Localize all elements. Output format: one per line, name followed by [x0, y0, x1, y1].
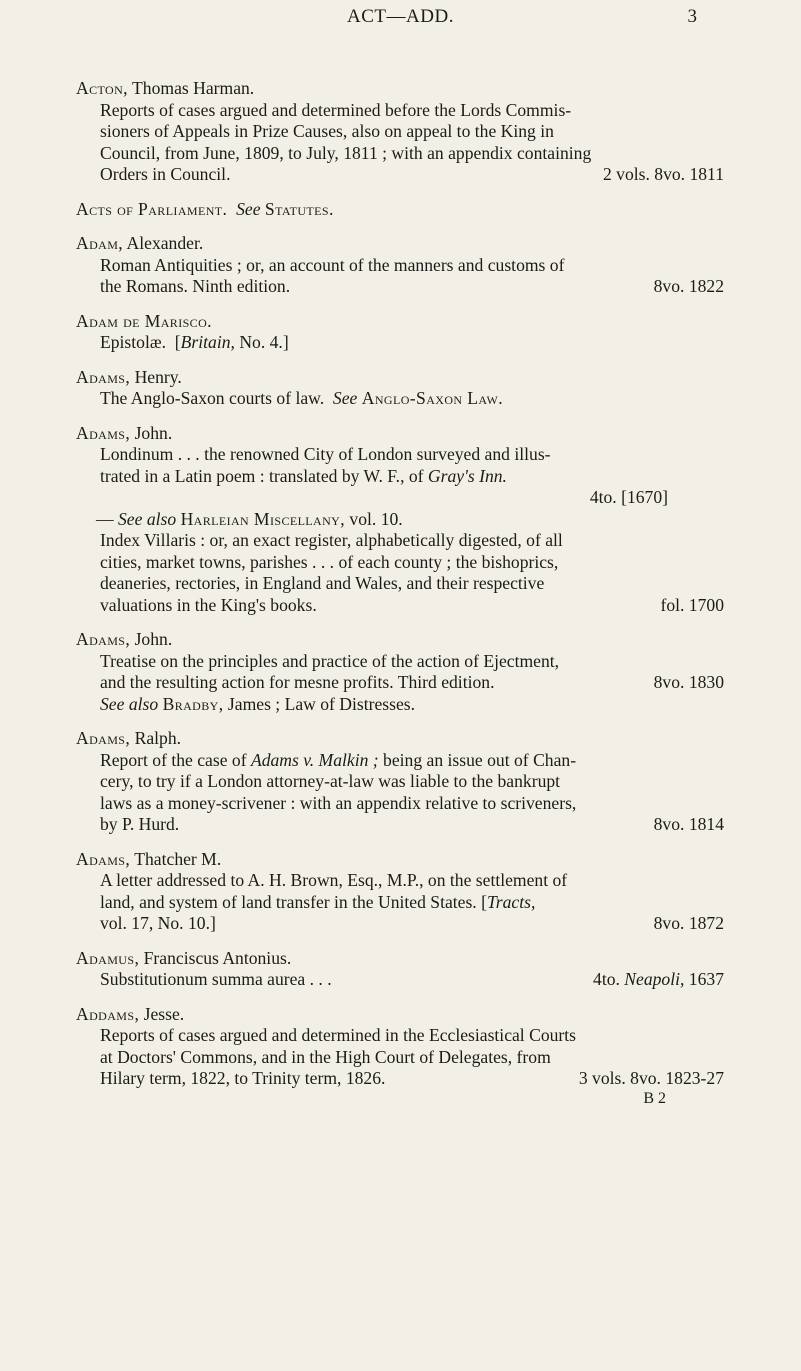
imprint: 8vo. 1822 — [653, 276, 724, 296]
text-line: Council, from June, 1809, to July, 1811 ; with an appendix containing — [100, 142, 592, 163]
text-line: cery, to try if a London attorney-at-law was liable to the bankrupt — [100, 771, 561, 791]
entry-description — [76, 100, 724, 186]
running-head: ACT—ADD. — [347, 6, 454, 27]
entry-description — [76, 444, 724, 616]
entry-heading: Addams, Jesse. — [76, 1003, 185, 1024]
entry-heading: Adams, Ralph. — [76, 728, 182, 748]
page-number: 3 — [687, 6, 697, 27]
entry-adams-ralph — [76, 728, 724, 836]
text-line: and the resulting action for mesne profits. Third edition. 8vo. 1830 — [100, 672, 724, 692]
entry-adam-alexander — [76, 233, 724, 298]
text-line: A letter addressed to A. H. Brown, Esq., M.P., on the settlement of — [100, 870, 568, 890]
entry-heading: Adams, Henry. — [76, 366, 182, 387]
imprint: 8vo. 1872 — [653, 913, 724, 933]
text-line: Substitutionum summa aurea . . . 4to. Neapoli, 1637 — [100, 969, 724, 989]
entry-adams-john-2 — [76, 629, 724, 715]
text-line: Hilary term, 1822, to Trinity term, 1826. 3 vols. 8vo. 1823-27 — [100, 1068, 724, 1088]
entry-acts-of-parliament — [76, 199, 724, 221]
text-line: Reports of cases argued and determined before the Lords Commis- — [100, 99, 572, 120]
imprint: 4to. [1670] — [589, 487, 668, 507]
entry-adams-thatcher — [76, 849, 724, 935]
entry-description — [76, 1025, 724, 1090]
entry-description — [76, 651, 724, 716]
entry-heading: Acts of Parliament. See Statutes. — [76, 198, 334, 219]
cross-reference: Harleian Miscellany, — [180, 508, 346, 529]
text-line: Report of the case of Adams v. Malkin ; being an issue out of Chan- — [100, 749, 577, 770]
entry-description — [76, 870, 724, 935]
cross-reference: Anglo-Saxon Law. — [361, 388, 504, 408]
text-line: Treatise on the principles and practice of the action of Ejectment, — [100, 650, 560, 671]
page-header — [0, 6, 801, 36]
cross-reference: Bradby, — [162, 693, 224, 714]
text-line: laws as a money-scrivener : with an appendix relative to scriveners, — [100, 792, 577, 813]
entry-heading: Adamus, Franciscus Antonius. — [76, 947, 292, 968]
imprint: 2 vols. 8vo. 1811 — [602, 164, 724, 184]
text-line: vol. 17, No. 10.] 8vo. 1872 — [100, 913, 724, 933]
text-line: Orders in Council. 2 vols. 8vo. 1811 — [100, 164, 724, 184]
imprint: 4to. Neapoli, 1637 — [593, 969, 724, 989]
entry-adams-john-1 — [76, 423, 724, 617]
entry-heading: Adam, Alexander. — [76, 233, 204, 253]
entry-description — [76, 388, 724, 410]
text-line: See also Bradby, James ; Law of Distresses. — [100, 693, 416, 714]
text-line — [100, 487, 724, 509]
cross-reference: Statutes. — [264, 198, 334, 219]
entry-description — [76, 255, 724, 298]
entry-addams — [76, 1004, 724, 1090]
imprint: 3 vols. 8vo. 1823-27 — [578, 1068, 724, 1088]
text-line: sioners of Appeals in Prize Causes, also on appeal to the King in — [100, 121, 554, 141]
entry-description — [76, 332, 724, 354]
entry-heading: Adams, John. — [76, 629, 173, 649]
imprint: fol. 1700 — [660, 594, 724, 615]
text-line: land, and system of land transfer in the United States. [Tracts, — [100, 891, 536, 912]
entry-adams-henry — [76, 367, 724, 410]
text-line: cities, market towns, parishes . . . of each county ; the bishoprics, — [100, 551, 559, 572]
signature-mark: B 2 — [643, 1089, 666, 1107]
entry-heading: Adams, Thatcher M. — [76, 848, 222, 869]
imprint: 8vo. 1814 — [653, 814, 724, 834]
entry-adam-de-marisco — [76, 311, 724, 354]
text-line: Reports of cases argued and determined in the Ecclesiastical Courts — [100, 1025, 577, 1045]
text-line: the Romans. Ninth edition. 8vo. 1822 — [100, 276, 724, 296]
text-line: Londinum . . . the renowned City of London surveyed and illus- — [100, 444, 551, 464]
entry-description — [76, 750, 724, 836]
text-line: at Doctors' Commons, and in the High Court of Delegates, from — [100, 1046, 551, 1067]
text-line: valuations in the King's books. fol. 1700 — [100, 594, 724, 615]
text-line: Roman Antiquities ; or, an account of the manners and customs of — [100, 254, 565, 275]
entry-adamus — [76, 948, 724, 991]
catalogue-entries — [76, 78, 724, 1108]
entry-heading: Adam de Marisco. — [76, 310, 212, 331]
text-line: Epistolæ. [Britain, No. 4.] — [100, 332, 289, 352]
entry-description — [76, 969, 724, 991]
text-line: — See also Harleian Miscellany, vol. 10. — [96, 508, 403, 529]
entry-heading: Adams, John. — [76, 422, 173, 443]
entry-acton — [76, 78, 724, 186]
text-line: by P. Hurd. 8vo. 1814 — [100, 814, 724, 834]
text-line: deaneries, rectories, in England and Wales, and their respective — [100, 573, 545, 593]
imprint: 8vo. 1830 — [653, 672, 724, 692]
entry-heading: Acton, Thomas Harman. — [76, 78, 255, 98]
text-line: Index Villaris : or, an exact register, alphabetically digested, of all — [100, 530, 563, 550]
text-line: trated in a Latin poem : translated by W. F., of Gray's Inn. — [100, 465, 507, 486]
text-line: The Anglo-Saxon courts of law. See Anglo-Saxon Law. — [100, 388, 504, 408]
